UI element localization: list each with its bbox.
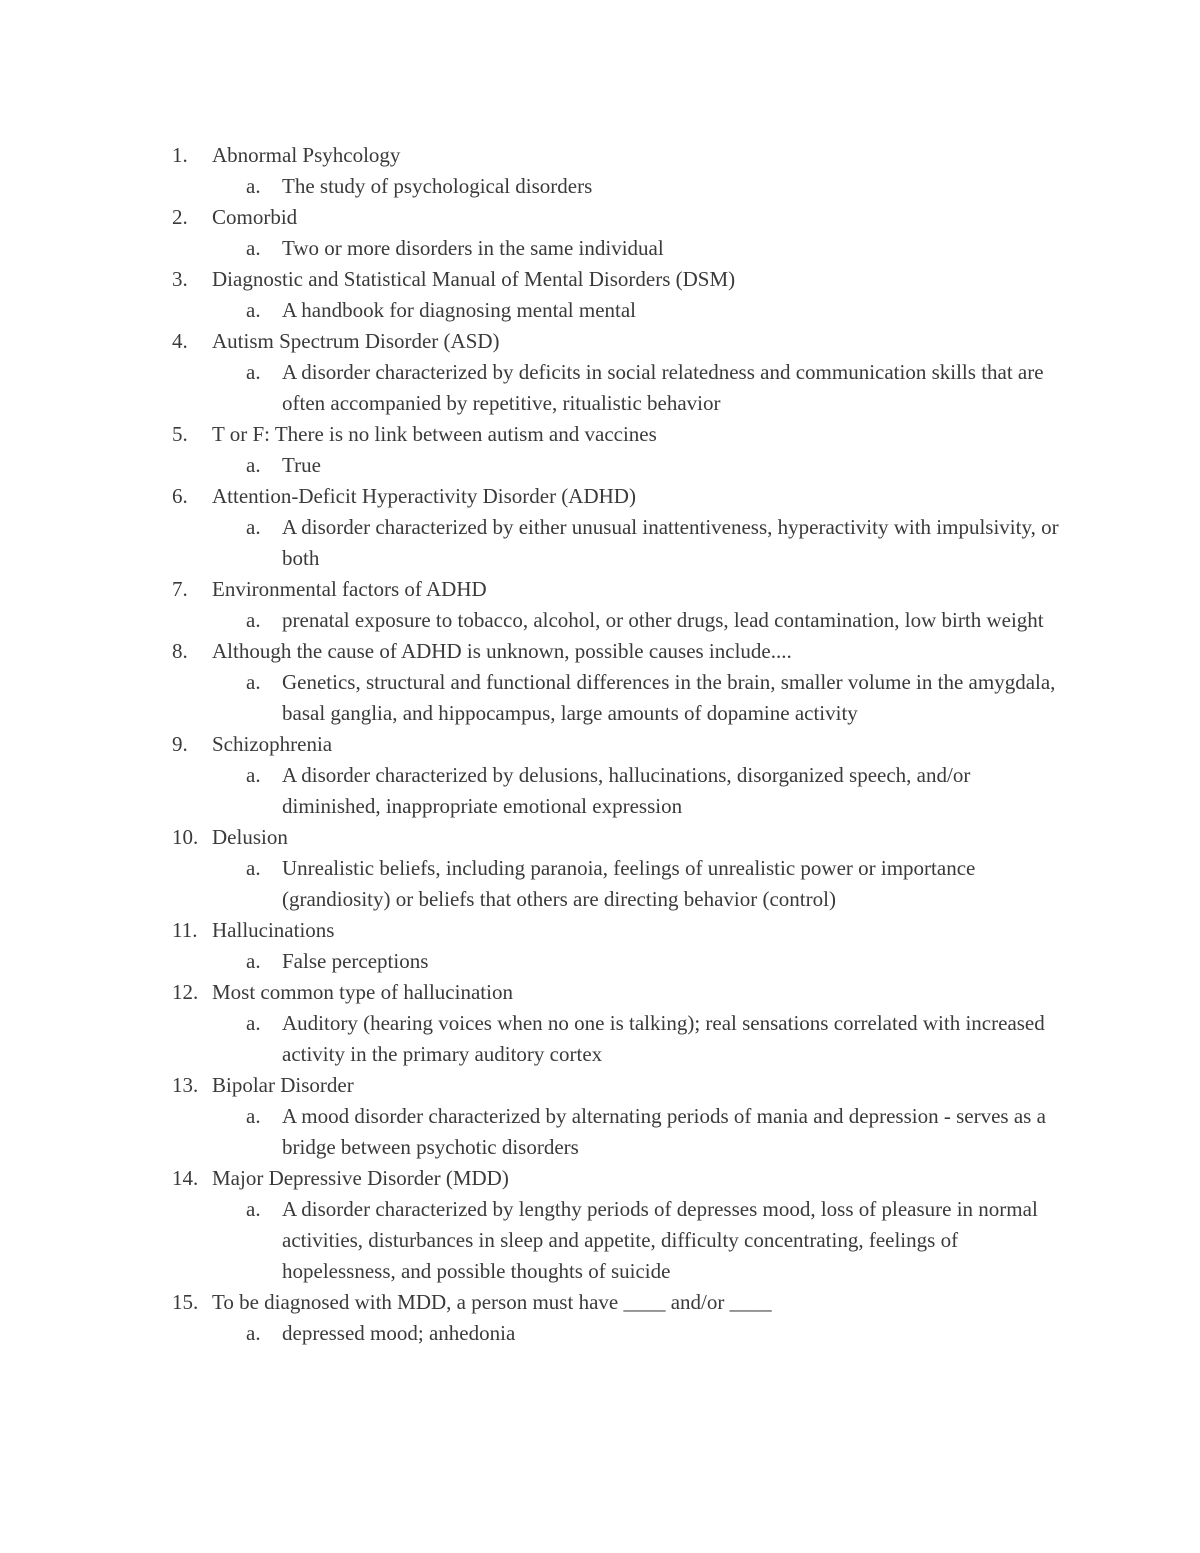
item-number: 4. [172,329,188,353]
sub-letter: a. [246,608,261,632]
item-definition: True [282,453,321,477]
list-item [172,326,1072,419]
item-number: 7. [172,577,188,601]
item-definition: depressed mood; anhedonia [282,1321,516,1345]
list-item [172,574,1072,636]
sub-letter: a. [246,515,261,539]
list-item [172,419,1072,481]
item-definition: A disorder characterized by delusions, hallucinations, disorganized speech, and/or diminished, inappropriate emotional expression [282,763,971,818]
sub-letter: a. [246,174,261,198]
item-definition: A mood disorder characterized by alternating periods of mania and depression - serves as a bridge between psychotic disorders [282,1104,1046,1159]
sub-letter: a. [246,1104,261,1128]
list-item [172,977,1072,1070]
item-term: Diagnostic and Statistical Manual of Mental Disorders (DSM) [212,267,736,291]
item-definition: Auditory (hearing voices when no one is talking); real sensations correlated with increased activity in the primary auditory cortex [282,1011,1045,1066]
item-definition: Genetics, structural and functional differences in the brain, smaller volume in the amygdala, basal ganglia, and hippocampus, large amounts of dopamine activity [282,670,1056,725]
item-definition: Unrealistic beliefs, including paranoia, feelings of unrealistic power or importance (grandiosity) or beliefs that others are directing behavior (control) [282,856,976,911]
sub-letter: a. [246,1197,261,1221]
item-term: Abnormal Psyhcology [212,143,401,167]
sub-letter: a. [246,1011,261,1035]
item-number: 5. [172,422,188,446]
item-number: 1. [172,143,188,167]
item-definition: prenatal exposure to tobacco, alcohol, or other drugs, lead contamination, low birth weight [282,608,1044,632]
list-item [172,264,1072,326]
item-number: 8. [172,639,188,663]
list-item [172,202,1072,264]
item-number: 11. [172,918,198,942]
sub-letter: a. [246,298,261,322]
list-item [172,140,1072,202]
list-item [172,1070,1072,1163]
item-definition: A disorder characterized by deficits in social relatedness and communication skills that are often accompanied by repetitive, ritualistic behavior [282,360,1044,415]
list-item [172,822,1072,915]
list-item [172,636,1072,729]
item-term: Attention-Deficit Hyperactivity Disorder (ADHD) [212,484,636,508]
item-number: 6. [172,484,188,508]
item-term: T or F: There is no link between autism and vaccines [212,422,657,446]
item-definition: False perceptions [282,949,429,973]
sub-letter: a. [246,856,261,880]
item-term: Most common type of hallucination [212,980,513,1004]
item-definition: A handbook for diagnosing mental mental [282,298,637,322]
list-item [172,915,1072,977]
list-item [172,729,1072,822]
sub-letter: a. [246,763,261,787]
item-number: 2. [172,205,188,229]
item-term: To be diagnosed with MDD, a person must have ____ and/or ____ [212,1290,772,1314]
item-term: Delusion [212,825,288,849]
list-item [172,1287,1072,1349]
list-item [172,1163,1072,1287]
item-number: 3. [172,267,188,291]
item-number: 15. [172,1290,199,1314]
item-term: Autism Spectrum Disorder (ASD) [212,329,500,353]
item-term: Hallucinations [212,918,335,942]
item-term: Major Depressive Disorder (MDD) [212,1166,509,1190]
item-number: 14. [172,1166,199,1190]
item-definition: The study of psychological disorders [282,174,593,198]
sub-letter: a. [246,949,261,973]
item-term: Although the cause of ADHD is unknown, possible causes include.... [212,639,792,663]
sub-letter: a. [246,360,261,384]
item-term: Comorbid [212,205,298,229]
sub-letter: a. [246,236,261,260]
item-term: Bipolar Disorder [212,1073,354,1097]
sub-letter: a. [246,453,261,477]
sub-letter: a. [246,1321,261,1345]
sub-letter: a. [246,670,261,694]
item-definition: A disorder characterized by lengthy periods of depresses mood, loss of pleasure in normal activities, disturbances in sleep and appetite, difficulty concentrating, feelings of hopelessness, and possible thoughts of suicide [282,1197,1038,1283]
item-definition: A disorder characterized by either unusual inattentiveness, hyperactivity with impulsivity, or both [282,515,1059,570]
item-number: 10. [172,825,199,849]
item-definition: Two or more disorders in the same individual [282,236,664,260]
item-number: 13. [172,1073,199,1097]
item-number: 12. [172,980,199,1004]
item-number: 9. [172,732,188,756]
item-term: Environmental factors of ADHD [212,577,487,601]
item-term: Schizophrenia [212,732,333,756]
study-list [172,140,1072,1349]
list-item [172,481,1072,574]
